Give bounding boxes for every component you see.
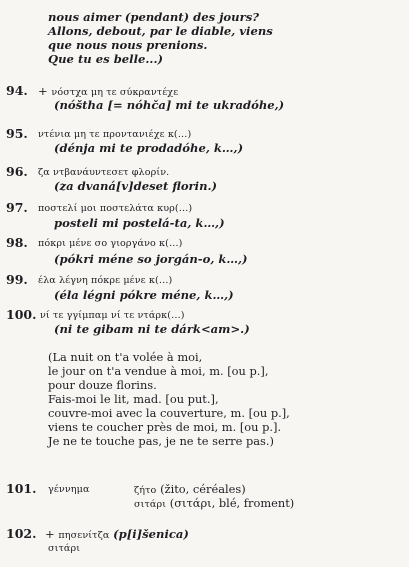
entry-greek: έλα λέγνη πόκρε μένε κ(…) [38,275,173,286]
translation-line: Je ne te touche pas, je ne te serre pas.) [48,434,274,448]
translation-line: (La nuit on t'a volée à moi, [48,350,203,364]
entry-greek: ποστελί μοι ποστελάτα κυρ(…) [38,203,193,214]
translation-line: pour douze florins. [48,378,157,392]
gloss-text: (žito, céréales) [160,482,246,496]
entry-transliteration: (pókri méne so jorgán-o, k…,) [54,252,248,266]
entry-transliteration: (nóštha [= nóhča] mi te ukradóhe,) [54,98,285,112]
entry-greek [45,527,189,543]
entry-greek: ζα ντβανάυντεσετ φλορίν. [38,167,170,178]
intro-line: que nous nous prenions. [48,38,208,52]
greek-text: σιτάρι [134,499,167,510]
entry-number: 97. [6,200,28,215]
entry-greek: γέννημα [48,484,90,495]
entry-gloss [134,496,294,512]
translation-line: le jour on t'a vendue à moi, m. [ou p.], [48,364,269,378]
entry-greek: νί τε γγίμπαμ νί τε ντάρκ(…) [40,310,185,321]
entry-number: 99. [6,272,28,287]
entry-transliteration: posteli mi postelá-ta, k…,) [54,216,225,230]
entry-number: 94. [6,83,28,98]
greek-text: ζήτο [134,485,157,496]
entry-greek: πόκρι μένε σο γιοργάνο κ(…) [38,238,183,249]
entry-transliteration: (ni te gibam ni te dárk<am>.) [54,322,250,336]
entry-number: 102. [6,526,37,541]
entry-greek-line2: σιτάρι [48,543,81,554]
entry-transliteration: (p[i]šenica) [113,527,189,541]
translation-line: viens te coucher près de moi, m. [ou p.]. [48,420,282,434]
entry-number: 95. [6,126,28,141]
greek-text: πησενίτζα [58,530,110,541]
gloss-text: (σιτάρι, blé, froment) [169,496,295,510]
translation-line: Fais-moi le lit, mad. [ou put.], [48,392,219,406]
intro-line: nous aimer (pendant) des jours? [48,10,260,24]
entry-mark: + [38,84,48,98]
entry-mark: + [45,527,55,541]
intro-line: Que tu es belle...) [48,52,163,66]
intro-line: Allons, debout, par le diable, viens [48,24,273,38]
entry-greek: ντένια μη τε προντανιέχε κ(…) [38,129,192,140]
entry-number: 98. [6,235,28,250]
entry-number: 101. [6,481,37,496]
entry-transliteration: (dénja mi te prodadóhe, k…,) [54,141,244,155]
entry-number: 100. [6,307,37,322]
entry-number: 96. [6,164,28,179]
translation-line: couvre-moi avec la couverture, m. [ou p.], [48,406,290,420]
entry-transliteration: (za dvaná[v]deset florin.) [54,179,218,193]
entry-transliteration: (éla légni pókre méne, k…,) [54,288,234,302]
greek-text: νόστχα μη τε σύκραντέχε [51,87,179,98]
